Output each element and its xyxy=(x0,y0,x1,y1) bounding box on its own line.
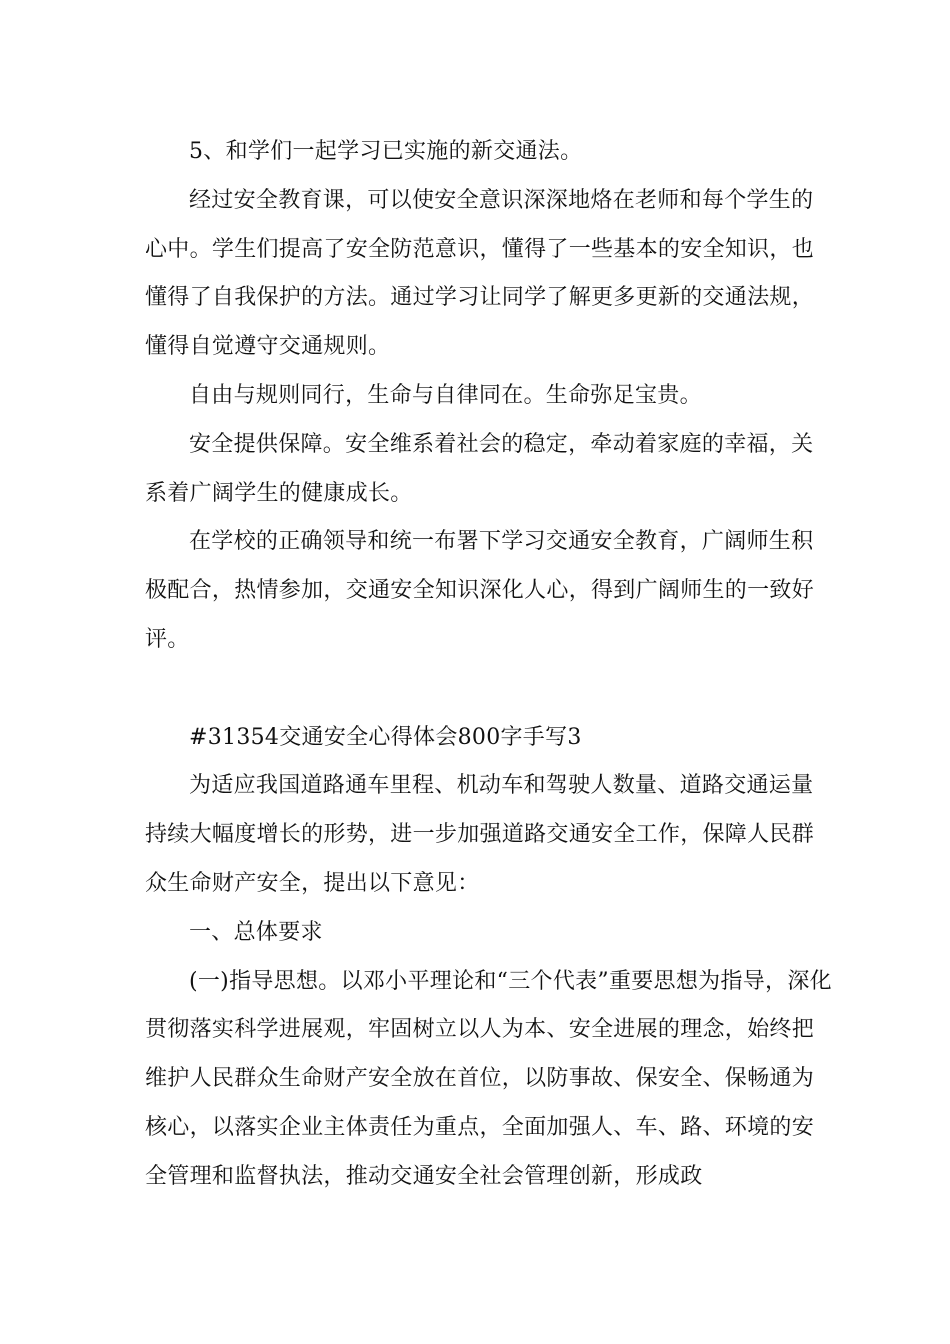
paragraph-safety-guarantee: 安全提供保障。安全维系着社会的稳定，牵动着家庭的幸福，关系着广阔学生的健康成长。 xyxy=(145,431,814,506)
paragraph-intro: 为适应我国道路通车里程、机动车和驾驶人数量、道路交通运量持续大幅度增长的形势，进一步加强道路交通安全工作，保障人民群众生命财产安全，提出以下意见： xyxy=(145,773,815,896)
paragraph-guiding-ideology: (一)指导思想。以邓小平理论和“三个代表”重要思想为指导，深化贯彻落实科学进展观，牢固树立以人为本、安全进展的理念，始终把维护人民群众生命财产安全放在首位，以防事故、保安全、保畅通为核心，以落实企业主体责任为重点，全面加强人、车、路、环境的安全管理和监督执法，推动交通安全社会管理创新，形成政 xyxy=(145,968,832,1189)
document-body xyxy=(145,128,835,1202)
paragraph-item-5: 5、和学们一起学习已实施的新交通法。 xyxy=(189,139,583,164)
section-spacer xyxy=(145,665,835,714)
section-title: #31354交通安全心得体会800字手写3 xyxy=(189,724,582,750)
paragraph-general-requirements: 一、总体要求 xyxy=(189,919,323,945)
paragraph-safety-education: 经过安全教育课，可以使安全意识深深地烙在老师和每个学生的心中。学生们提高了安全防范意识，懂得了一些基本的安全知识，也懂得了自我保护的方法。通过学习让同学了解更多更新的交通法规，懂得自觉遵守交通规则。 xyxy=(145,187,815,360)
paragraph-school-leadership: 在学校的正确领导和统一布署下学习交通安全教育，广阔师生积极配合，热情参加，交通安全知识深化人心，得到广阔师生的一致好评。 xyxy=(145,529,815,652)
paragraph-freedom-rules: 自由与规则同行，生命与自律同在。生命弥足宝贵。 xyxy=(189,382,702,408)
